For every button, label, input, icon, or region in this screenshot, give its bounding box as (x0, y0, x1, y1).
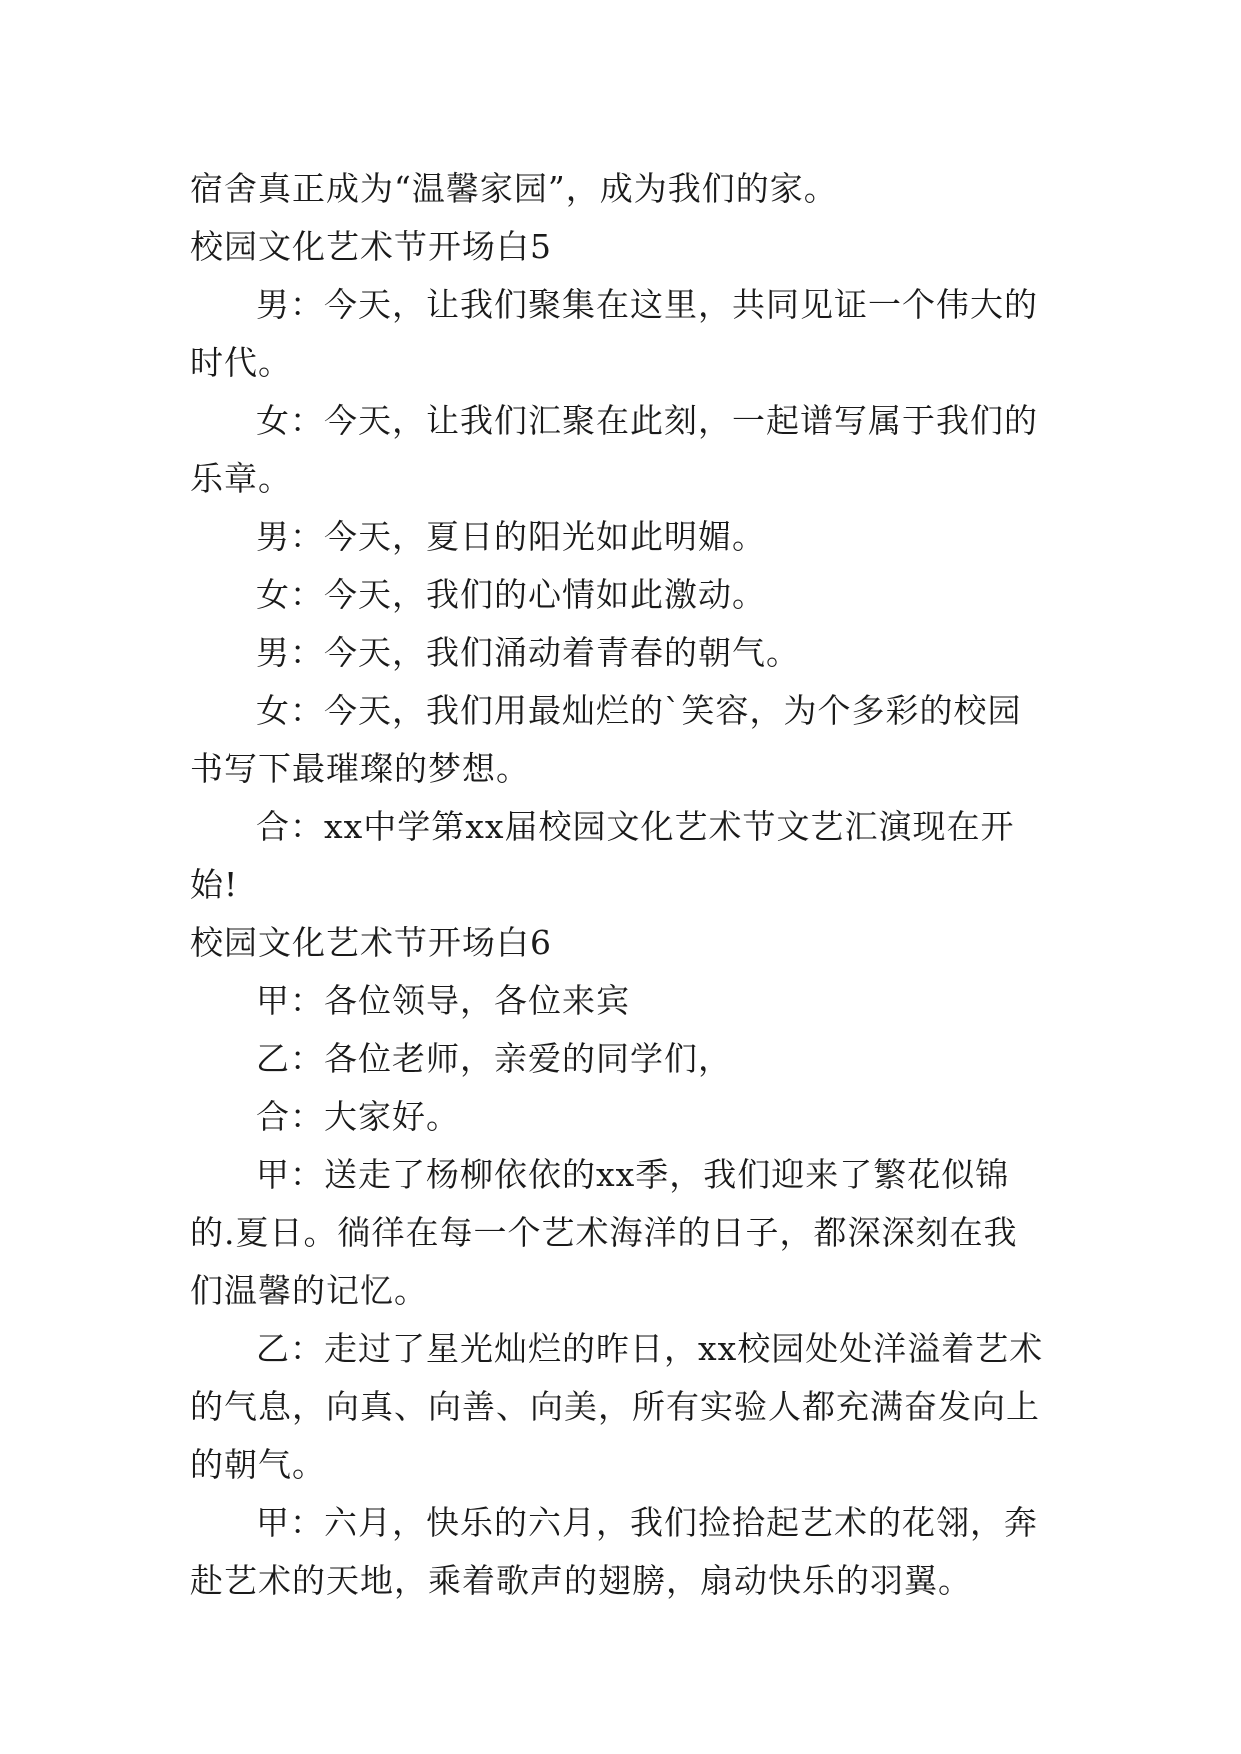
paragraph: 女：今天，我们用最灿烂的`笑容，为个多彩的校园书写下最璀璨的梦想。 (190, 691, 1022, 788)
section-heading: 校园文化艺术节开场白5 (190, 227, 552, 266)
paragraph: 乙：走过了星光灿烂的昨日，xx校园处处洋溢着艺术的气息，向真、向善、向美，所有实验人都充满奋发向上的朝气。 (190, 1329, 1044, 1484)
paragraph: 男：今天，让我们聚集在这里，共同见证一个伟大的时代。 (190, 285, 1038, 382)
paragraph: 女：今天，我们的心情如此激动。 (256, 575, 766, 614)
paragraph: 女：今天，让我们汇聚在此刻，一起谱写属于我们的乐章。 (190, 401, 1038, 498)
paragraph: 合：xx中学第xx届校园文化艺术节文艺汇演现在开始! (190, 807, 1015, 904)
paragraph-continuation: 宿舍真正成为“温馨家园”，成为我们的家。 (190, 169, 838, 208)
paragraph: 合：大家好。 (256, 1097, 460, 1136)
paragraph: 男：今天，夏日的阳光如此明媚。 (256, 517, 766, 556)
paragraph: 甲：各位领导，各位来宾 (256, 981, 630, 1020)
paragraph: 乙：各位老师，亲爱的同学们， (256, 1039, 732, 1078)
paragraph: 甲：六月，快乐的六月，我们捡拾起艺术的花翎，奔赴艺术的天地，乘着歌声的翅膀，扇动快乐的羽翼。 (190, 1503, 1038, 1600)
section-heading: 校园文化艺术节开场白6 (190, 923, 552, 962)
document-body (190, 160, 1050, 1610)
paragraph: 甲：送走了杨柳依依的xx季，我们迎来了繁花似锦的.夏日。徜徉在每一个艺术海洋的日子，都深深刻在我们温馨的记忆。 (190, 1155, 1018, 1310)
paragraph: 男：今天，我们涌动着青春的朝气。 (256, 633, 800, 672)
